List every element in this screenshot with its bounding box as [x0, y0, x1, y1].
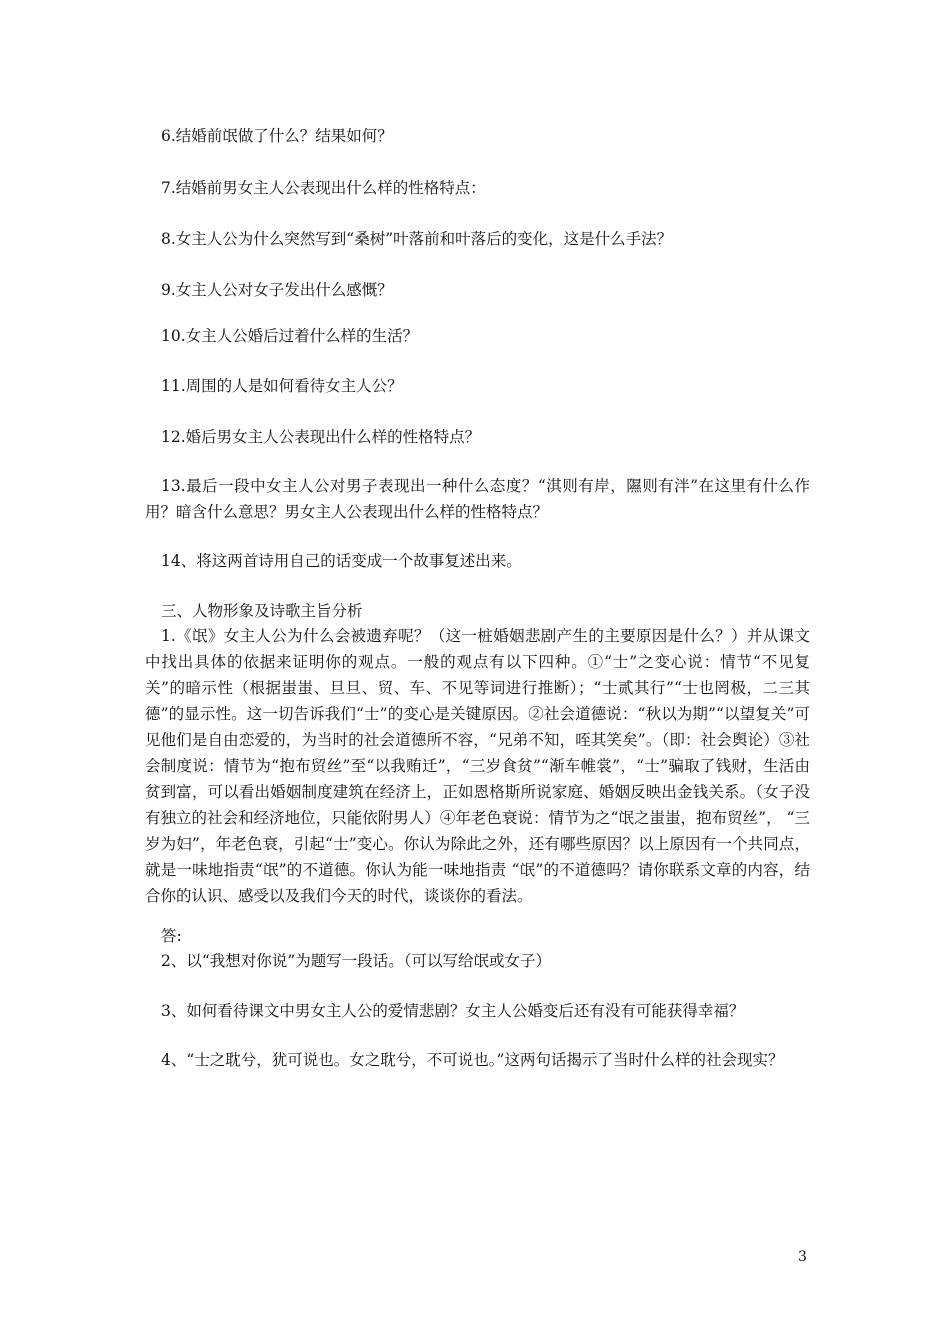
question-6: 6.结婚前氓做了什么？结果如何？ — [161, 127, 393, 145]
analysis-item-4: 4、“士之耽兮，犹可说也。女之耽兮，不可说也。”这两句话揭示了当时什么样的社会现实？ — [161, 1051, 784, 1069]
analysis-item-1: 1.《氓》女主人公为什么会被遗弃呢？（这一桩婚姻悲剧产生的主要原因是什么？）并从课文中找出具体的依据来证明你的观点。一般的观点有以下四种。①“士”之变心说：情节“不见复关”的暗示性（根据蚩蚩、旦旦、贸、车、不见等词进行推断）；“士贰其行”“士也罔极，二三其德”的显示性。这一切告诉我们“士”的变心是关键原因。②社会道德说：“秋以为期”“以望复关”可见他们是自由恋爱的，为当时的社会道德所不容，“兄弟不知，咥其笑矣”。（即：社会舆论）③社会制度说：情节为“抱布贸丝”至“以我贿迁”，“三岁食贫”“渐车帷裳”，“士”骗取了钱财，生活由贫到富，可以看出婚姻制度建筑在经济上，正如恩格斯所说家庭、婚姻反映出金钱关系。（女子没有独立的社会和经济地位，只能依附男人）④年老色衰说：情节为之“氓之蚩蚩，抱布贸丝”， “三岁为妇”，年老色衰，引起“士”变心。你认为除此之外，还有哪些原因？以上原因有一个共同点，就是一味地指责“氓”的不道德。你认为能一味地指责 “氓”的不道德吗？请你联系文章的内容，结合你的认识、感受以及我们今天的时代，谈谈你的看法。 — [145, 627, 810, 905]
page-number: 3 — [798, 1249, 807, 1265]
section-heading: 三、人物形象及诗歌主旨分析 — [161, 602, 363, 620]
question-11: 11.周围的人是如何看待女主人公？ — [161, 377, 403, 395]
question-14: 14、将这两首诗用自己的话变成一个故事复述出来。 — [161, 552, 522, 570]
question-7: 7.结婚前男女主人公表现出什么样的性格特点： — [161, 179, 486, 197]
question-13: 13.最后一段中女主人公对男子表现出一种什么态度？“淇则有岸，隰则有泮”在这里有什么作用？暗含什么意思？男女主人公表现出什么样的性格特点？ — [145, 477, 810, 521]
question-9: 9.女主人公对女子发出什么感慨？ — [161, 281, 393, 299]
question-8: 8.女主人公为什么突然写到“桑树”叶落前和叶落后的变化，这是什么手法？ — [161, 230, 673, 248]
analysis-item-3: 3、如何看待课文中男女主人公的爱情悲剧？女主人公婚变后还有没有可能获得幸福？ — [161, 1002, 745, 1020]
question-12: 12.婚后男女主人公表现出什么样的性格特点？ — [161, 428, 481, 446]
analysis-item-2: 2、以“我想对你说”为题写一段话。（可以写给氓或女子） — [161, 952, 551, 970]
answer-label: 答: — [161, 927, 182, 945]
question-10: 10.女主人公婚后过着什么样的生活？ — [161, 327, 419, 345]
